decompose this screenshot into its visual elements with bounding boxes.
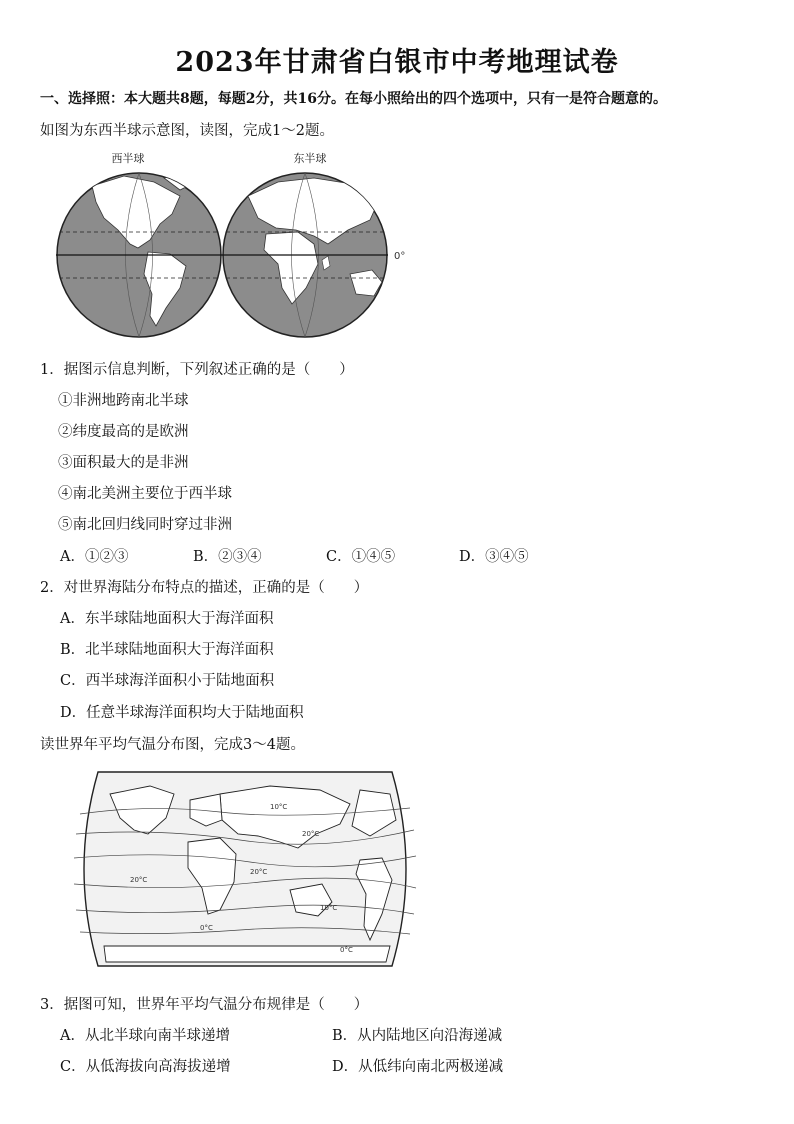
- question-3-choices-row-1: [60, 1024, 604, 1045]
- equator-label: 0°: [394, 251, 406, 262]
- isotherm-label: 20°C: [250, 868, 268, 876]
- isotherm-label: 0°C: [200, 924, 213, 932]
- question-1-statement: ③面积最大的是非洲: [58, 455, 189, 471]
- choice-b[interactable]: B．北半球陆地面积大于海洋面积: [60, 642, 274, 658]
- choice-d[interactable]: D．③④⑤: [459, 549, 529, 565]
- question-3-stem: 3．据图可知，世界年平均气温分布规律是（ ）: [40, 997, 369, 1013]
- isotherm-label: 20°C: [130, 876, 148, 884]
- choice-c[interactable]: C．①④⑤: [326, 549, 396, 565]
- hemispheres-figure: [52, 148, 422, 343]
- question-2-stem: 2．对世界海陆分布特点的描述，正确的是（ ）: [40, 580, 369, 596]
- choice-d[interactable]: D．从低纬向南北两极递减: [332, 1059, 504, 1075]
- west-hemisphere-label: 西半球: [111, 152, 145, 165]
- intro-text-1: 如图为东西半球示意图，读图，完成1～2题。: [40, 123, 334, 139]
- choice-a[interactable]: A．东半球陆地面积大于海洋面积: [60, 611, 274, 627]
- question-1-statement: ②纬度最高的是欧洲: [58, 424, 189, 440]
- question-1-choices: [60, 545, 592, 566]
- choice-a[interactable]: A．从北半球向南半球递增: [60, 1028, 230, 1044]
- east-hemisphere-label: 东半球: [293, 152, 327, 165]
- question-1-statement: ⑤南北回归线同时穿过非洲: [58, 517, 232, 533]
- isotherm-label: 0°C: [340, 946, 353, 954]
- question-1-statement: ①非洲地跨南北半球: [58, 393, 189, 409]
- question-3-choices-row-2: [60, 1055, 604, 1076]
- choice-b[interactable]: B．②③④: [193, 549, 262, 565]
- question-1-stem: 1．据图示信息判断，下列叙述正确的是（ ）: [40, 362, 354, 378]
- section-heading: 一、选择照：本大题共8题，每题2分，共16分。在每小照给出的四个选项中，只有一是符合题意的。: [40, 91, 667, 107]
- choice-a[interactable]: A．①②③: [60, 549, 129, 565]
- choice-c[interactable]: C．西半球海洋面积小于陆地面积: [60, 673, 275, 689]
- temperature-map-figure: [70, 764, 420, 974]
- isotherm-label: 10°C: [320, 904, 338, 912]
- intro-text-2: 读世界年平均气温分布图，完成3～4题。: [40, 737, 305, 753]
- page-title: 2023年甘肃省白银市中考地理试卷: [175, 47, 619, 78]
- isotherm-label: 10°C: [270, 803, 288, 811]
- isotherm-label: 20°C: [302, 830, 320, 838]
- choice-d[interactable]: D．任意半球海洋面积均大于陆地面积: [60, 705, 304, 721]
- choice-c[interactable]: C．从低海拔向高海拔递增: [60, 1059, 231, 1075]
- question-1-statement: ④南北美洲主要位于西半球: [58, 486, 232, 502]
- choice-b[interactable]: B．从内陆地区向沿海递减: [332, 1028, 503, 1044]
